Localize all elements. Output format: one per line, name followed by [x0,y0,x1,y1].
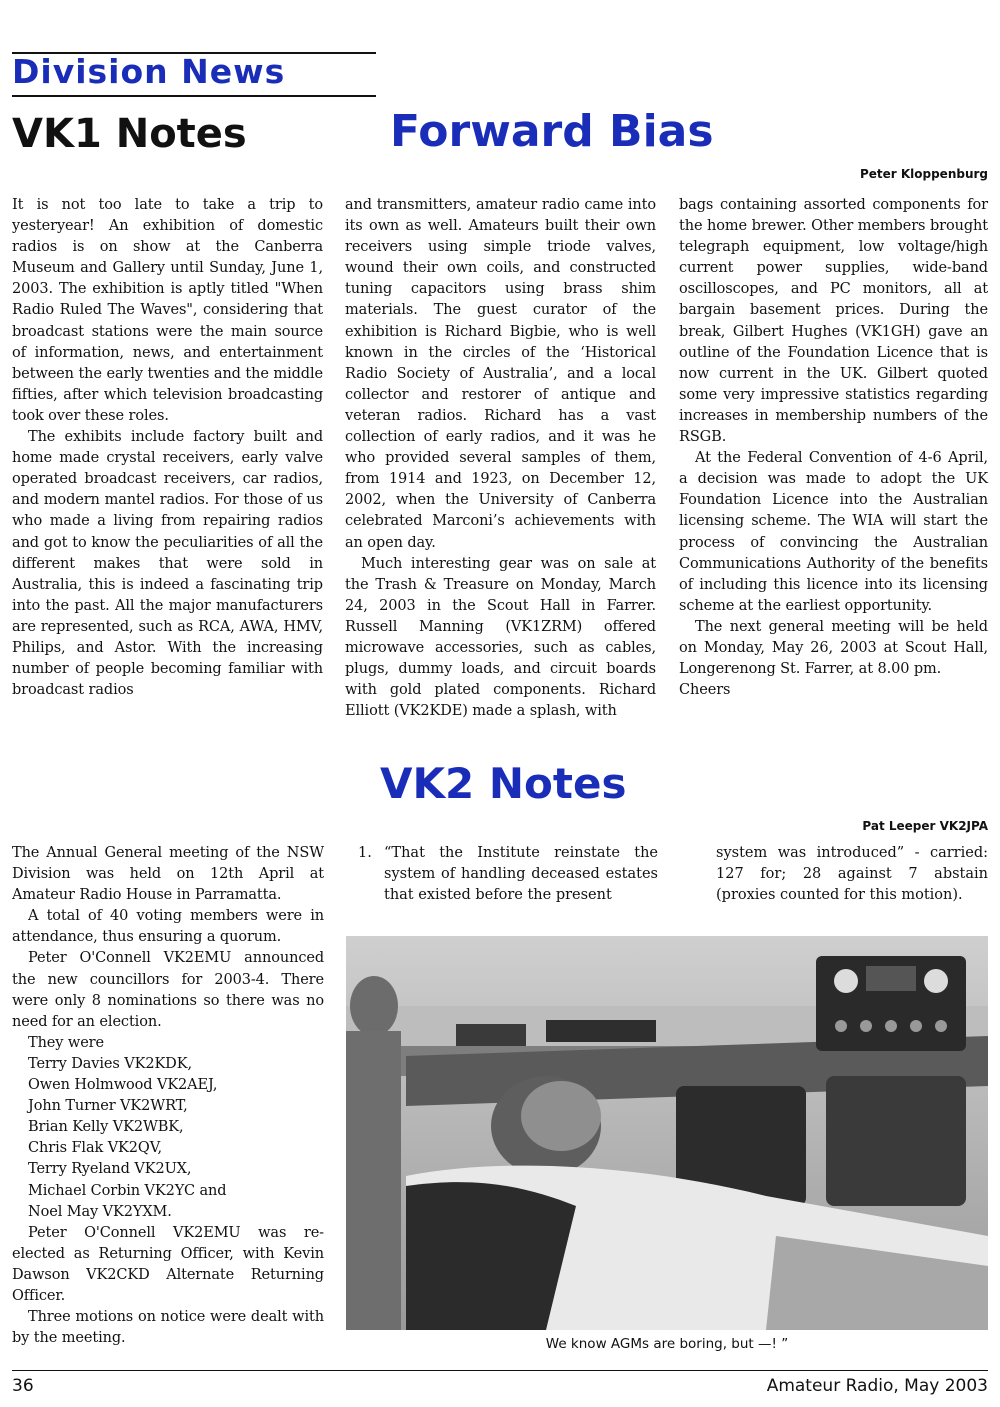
vk1-title: VK1 Notes [12,111,247,157]
paragraph: Three motions on notice were dealt with by the meeting. [12,1309,324,1347]
paragraph: Peter O'Connell VK2EMU announced the new councillors for 2003-4. There were only 8 nominations so there was no need for an election. [12,950,324,1030]
paragraph: The exhibits include factory built and home made crystal receivers, early valve operated broadcast receivers, car radios, and modern mantel radios. For those of us who made a living from repairing radios and got to know the peculiarities of all the different makes that were sold in Australia, this is indeed a fascinating trip into the past. All the major manufacturers are represented, such as RCA, AWA, HMV, Philips, and Astor. With the increasing number of people becoming familiar with broadcast radios [12,429,323,699]
photo-illustration [346,936,988,1330]
paragraph: The Annual General meeting of the NSW Division was held on 12th April at Amateur Radio House in Parramatta. [12,845,324,904]
list-item: Owen Holmwood VK2AEJ, [28,1077,218,1094]
motion-text: “That the Institute reinstate the system of handling deceased estates that existed before the present [384,845,658,904]
list-item: John Turner VK2WRT, [28,1098,188,1115]
sign-off: Cheers [679,682,731,699]
motion-continued: system was introduced” - carried: 127 for; 28 against 7 abstain (proxies counted for this motion). [716,845,988,904]
paragraph: and transmitters, amateur radio came into its own as well. Amateurs built their own receivers using simple triode valves, wound their own coils, and constructed tuning capacitors using brass shim materials. The guest curator of the exhibition is Richard Bigbie, who is well known in the circles of the ‘Historical Radio Society of Australia’, and a local collector and restorer of antique and veteran radios. Richard has a vast collection of early radios, and it was he who provided several samples of them, from 1914 and 1923, on December 12, 2002, when the University of Canberra celebrated Marconi’s achievements with an open day. [345,197,656,551]
paragraph: Much interesting gear was on sale at the Trash & Treasure on Monday, March 24, 2003 in the Scout Hall in Farrer. Russell Manning (VK1ZRM) offered microwave accessories, such as cables, plugs, dummy loads, and circuit boards with gold plated components. Richard Elliott (VK2KDE) made a splash, with [345,555,656,720]
councillor-list [12,1054,324,1223]
paragraph: They were [28,1034,104,1051]
paragraph: The next general meeting will be held on Monday, May 26, 2003 at Scout Hall, Longerenong St. Farrer, at 8.00 pm. [679,618,988,678]
vk2-title: VK2 Notes [380,759,627,808]
paragraph: It is not too late to take a trip to yesteryear! An exhibition of domestic radios is on show at the Canberra Museum and Gallery until Sunday, June 1, 2003. The exhibition is aptly titled "When Radio Ruled The Waves", considering that broadcast stations were the main source of information, news, and entertainment between the early twenties and the middle fifties, after which television broadcasting took over these roles. [12,197,323,424]
paragraph: Peter O'Connell VK2EMU was re-elected as Returning Officer, with Kevin Dawson VK2CKD Alternate Returning Officer. [12,1224,324,1304]
section-title-underline [12,95,376,97]
list-item: Michael Corbin VK2YC and [28,1182,227,1199]
paragraph: At the Federal Convention of 4-6 April, a decision was made to adopt the UK Foundation Licence into the Australian licensing scheme. The WIA will start the process of convincing the Australian Communications Authority of the benefits of including this licence into its licensing scheme at the earliest opportunity. [679,450,988,614]
meeting-photo [346,936,988,1330]
section-title: Division News [12,52,286,91]
motion-number: 1. [358,845,372,861]
vk1-author: Peter Kloppenburg [859,167,988,181]
vk1-column-2 [345,195,656,722]
vk1-column-3 [679,195,988,701]
publication-footer: Amateur Radio, May 2003 [766,1376,988,1396]
paragraph: A total of 40 voting members were in attendance, thus ensuring a quorum. [12,908,324,946]
list-item: Chris Flak VK2QV, [28,1140,163,1157]
list-item: Noel May VK2YXM. [28,1203,172,1220]
footer-rule [12,1370,988,1371]
vk2-author: Pat Leeper VK2JPA [862,819,988,833]
list-item: Terry Davies VK2KDK, [28,1055,192,1072]
vk2-column-1 [12,843,324,1349]
page-number: 36 [12,1376,34,1396]
photo-caption: We know AGMs are boring, but —! ” [545,1336,789,1352]
vk1-subtitle: Forward Bias [390,106,714,157]
list-item: Brian Kelly VK2WBK, [28,1119,184,1136]
list-item: Terry Ryeland VK2UX, [28,1161,192,1178]
paragraph: bags containing assorted components for the home brewer. Other members brought telegraph equipment, low voltage/high current power supplies, wide-band oscilloscopes, and PC monitors, all at bargain basement prices. During the break, Gilbert Hughes (VK1GH) gave an outline of the Foundation Licence that is now current in the UK. Gilbert quoted some very impressive statistics regarding increases in membership numbers of the RSGB. [679,197,988,446]
vk1-column-1 [12,195,323,701]
